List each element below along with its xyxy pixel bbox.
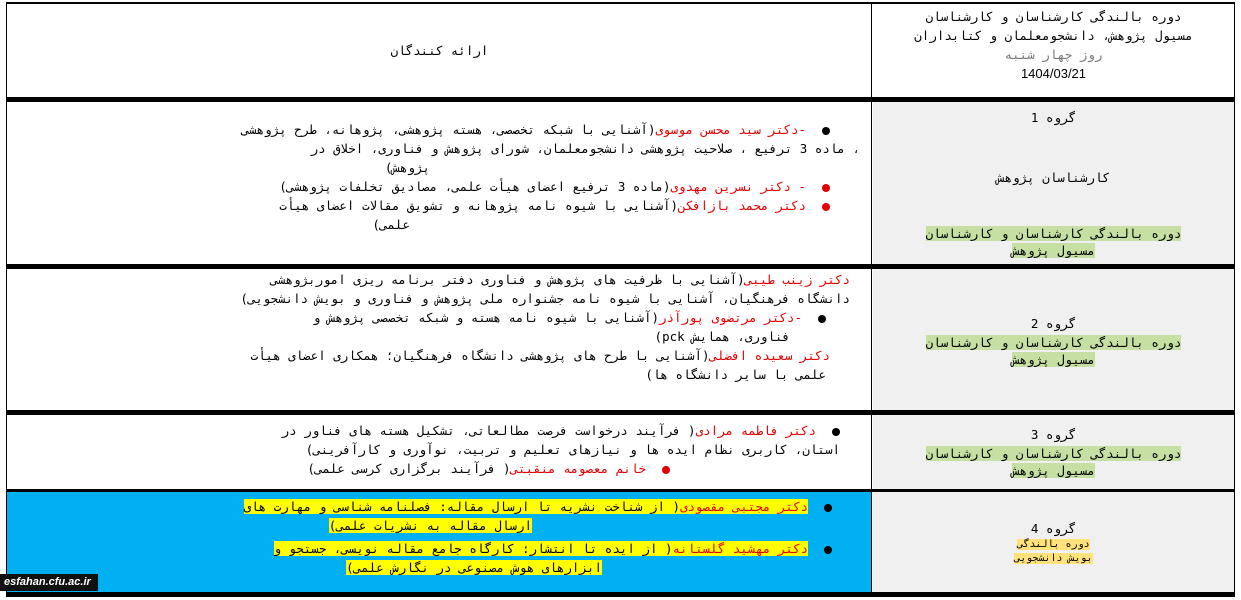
bullet-icon <box>818 315 826 323</box>
presenter-topic: (ماده 3 ترفیع اعضای هیأت علمی، مصادیق تخلفات پژوهشی) <box>279 179 671 194</box>
list-item <box>15 177 830 196</box>
table-bottom-border <box>6 592 1235 597</box>
presenter-topic: ( فرآیند درخواست فرصت مطالعاتی، تشکیل هسته های فناور در <box>281 423 696 438</box>
presenter-name: -دکتر مرتضوی پورآذر <box>659 310 802 325</box>
list-item <box>15 308 850 327</box>
list-item <box>15 196 830 215</box>
list-item <box>15 459 840 478</box>
group-row-3 <box>6 415 1235 489</box>
presenter-name: دکتر فاطمه مرادی <box>695 423 816 438</box>
group-course-line1: دوره بالندگی <box>1017 539 1090 550</box>
list-item <box>15 270 850 289</box>
presenter-name: دکتر مهشید گلستانه <box>672 541 808 556</box>
presenter-topic: (آشنایی با شیوه نامه هسته و شبکه تخصصی پژوهش و <box>312 310 659 325</box>
presenter-topic: ( از ایده تا انتشار: کارگاه جامع مقاله نویسی، جستجو و <box>273 541 673 556</box>
header-presenters-title: ارائه کنندگان <box>390 43 489 58</box>
column-divider <box>871 4 872 592</box>
watermark-url: esfahan.cfu.ac.ir <box>0 574 98 591</box>
group-label: گروه 4 <box>1030 521 1077 536</box>
list-item <box>15 421 840 440</box>
presenter-topic: (آشنایی با شیوه نامه پژوهانه و تشویق مقالات اعضای هیأت <box>279 198 679 213</box>
group-course-line2: مسیول پژوهش <box>1012 243 1095 258</box>
header-date: 1404/03/21 <box>1020 66 1087 81</box>
presenter-name: -دکتر سید محسن موسوی <box>655 122 806 137</box>
group-label: گروه 3 <box>1030 427 1077 442</box>
presenter-topic-continuation: علمی) <box>372 217 410 232</box>
group-course-line1: دوره بالندگی کارشناسان و کارشناسان <box>925 446 1182 461</box>
group-2-presenters <box>7 269 872 410</box>
table-header-row <box>6 4 1235 97</box>
group-4-presenters <box>7 492 872 592</box>
group-4-course-cell <box>873 492 1234 592</box>
presenter-name: خانم معصومه منقبتی <box>510 461 646 476</box>
presenter-topic: ( فرآیند برگزاری کرسی علمی) <box>307 461 511 476</box>
header-course-line1: دوره بالندگی کارشناسان و کارشناسان <box>925 9 1182 24</box>
presenter-topic-continuation: ، ماده 3 ترفیع ، صلاحیت پژوهشی دانشجومعلمان، شورای پژوهش و فناوری، اخلاق در <box>310 141 860 156</box>
group-3-presenters <box>7 415 872 489</box>
header-day: روز چهار شنبه <box>1004 47 1103 62</box>
group-subtitle: کارشناسان پژوهش <box>997 170 1110 185</box>
group-row-2 <box>6 269 1235 410</box>
presenter-name: دکتر محمد بازافکن <box>678 198 806 213</box>
bullet-icon <box>832 428 840 436</box>
group-1-presenters <box>7 102 872 264</box>
bullet-icon <box>824 504 832 512</box>
bullet-icon <box>824 546 832 554</box>
group-3-course-cell <box>873 415 1234 489</box>
presenter-topic-continuation: ارسال مقاله به نشریات علمی) <box>328 518 532 533</box>
group-course-line2: مسیول پژوهش <box>1012 463 1095 478</box>
header-course-line2: مسیول پژوهش، دانشجومعلمان و کتابداران <box>914 28 1193 43</box>
header-course-cell <box>873 4 1234 97</box>
presenter-topic-continuation: استان، کاربری نظام ایده ها و نیازهای تعلیم و تربیت، نوآوری و کارآفرینی) <box>305 442 840 457</box>
bullet-icon <box>822 127 830 135</box>
presenter-topic-continuation: علمی با سایر دانشگاه ها) <box>645 367 826 382</box>
presenter-name: - دکتر نسرین مهدوی <box>670 179 806 194</box>
bullet-icon <box>822 203 830 211</box>
presenter-topic-continuation: ابزارهای هوش مصنوعی در نگارش علمی) <box>346 560 602 575</box>
group-course-line1: دوره بالندگی کارشناسان و کارشناسان <box>925 226 1182 241</box>
presenter-topic-continuation: فناوری، همایش pck) <box>654 329 790 344</box>
presenter-topic-continuation: پژوهش) <box>384 160 430 175</box>
header-presenters-cell <box>7 4 872 97</box>
presenter-topic: (آشنایی با شبکه تخصصی، هسته پژوهشی، پژوهانه، طرح پژوهشی <box>241 122 656 137</box>
presenter-topic: ( از شناخت نشریه تا ارسال مقاله: فصلنامه شناسی و مهارت های <box>243 499 681 514</box>
group-1-course-cell <box>873 102 1234 264</box>
presenter-topic: (آشنایی با طرح های پژوهشی دانشگاه فرهنگیان؛ همکاری اعضای هیأت <box>250 348 710 363</box>
group-2-course-cell <box>873 269 1234 410</box>
list-item <box>15 120 830 139</box>
presenter-name: دکتر زینب طیبی <box>744 272 850 287</box>
group-row-4 <box>6 492 1235 592</box>
presenter-topic-continuation: دانشگاه فرهنگیان، آشنایی با شیوه نامه جشنواره ملی پژوهش و فناوری و بویش دانشجویی) <box>240 291 850 306</box>
group-course-line2: مسیول پژوهش <box>1012 352 1095 367</box>
presenter-name: دکتر سعیده افضلی <box>709 348 830 363</box>
group-course-line2: بویش دانشجویی <box>1014 553 1093 564</box>
list-item <box>15 539 832 558</box>
group-row-1 <box>6 102 1235 264</box>
list-item <box>15 497 832 516</box>
bullet-icon <box>662 466 670 474</box>
list-item <box>15 346 850 365</box>
group-course-line1: دوره بالندگی کارشناسان و کارشناسان <box>925 335 1182 350</box>
presenter-topic: (آشنایی با ظرفیت های پژوهش و فناوری دفتر برنامه ریزی اموربژوهشی <box>270 272 745 287</box>
group-label: گروه 2 <box>1030 316 1077 331</box>
group-label: گروه 1 <box>1030 110 1077 125</box>
bullet-icon <box>822 184 830 192</box>
presenter-name: دکتر مجتبی مقصودی <box>680 499 808 514</box>
